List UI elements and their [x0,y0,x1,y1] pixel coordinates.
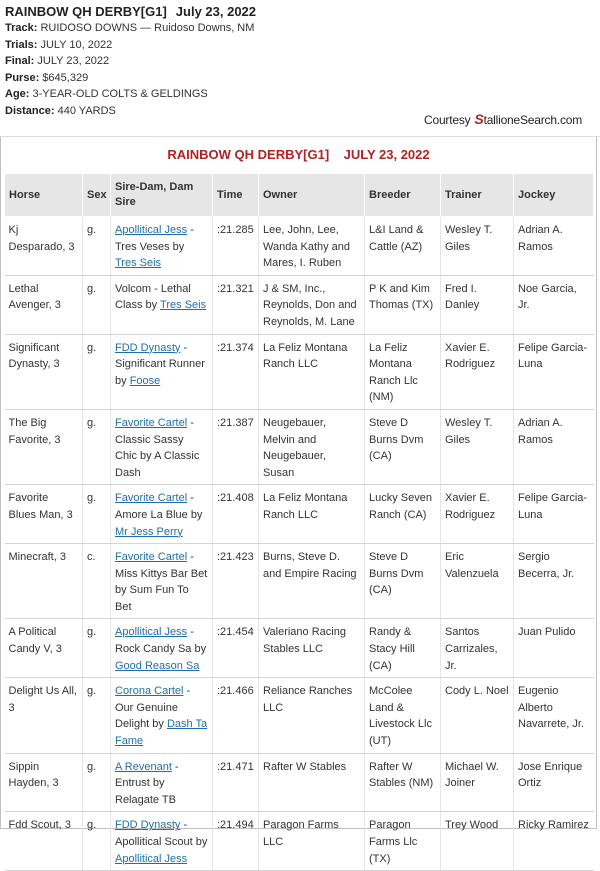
pedigree-text: - Miss Kittys Bar Bet by Sum Fun To Bet [115,551,208,613]
results-title: RAINBOW QH DERBY[G1] JULY 23, 2022 [167,147,430,162]
pedigree-text: Volcom - Lethal Class by [115,282,191,312]
jockey-cell: Jose Enrique Ortiz [514,753,594,812]
courtesy-label: Courtesy [424,113,471,127]
race-title [5,4,600,20]
breeder-cell: Steve D Burns Dvm (CA) [365,544,441,619]
owner-cell: Neugebauer, Melvin and Neugebauer, Susan [259,409,365,484]
info-label: Age: [5,88,30,101]
dam-sire-link[interactable]: Mr Jess Perry [115,525,183,538]
horse-cell: Sippin Hayden, 3 [5,753,83,812]
column-header[interactable]: Owner [259,174,365,217]
jockey-cell: Adrian A. Ramos [514,409,594,484]
info-value: $645,329 [42,71,89,84]
info-line [5,53,600,70]
column-header[interactable]: Trainer [441,174,514,217]
trainer-cell: Wesley T. Giles [441,217,514,276]
sex-cell: g. [83,619,111,678]
sex-cell: g. [83,217,111,276]
info-line [5,20,600,37]
pedigree-text: - Apollitical Scout by [115,819,208,848]
pedigree-text: - Classic Sassy Chic by A Classic Dash [115,416,200,479]
table-row [5,619,594,678]
breeder-cell: Rafter W Stables (NM) [365,753,441,812]
info-label: Distance: [5,104,55,117]
sex-cell: g. [83,753,111,812]
horse-cell: Fdd Scout, 3 [5,812,83,871]
time-cell: :21.423 [213,544,259,619]
pedigree-cell [111,544,213,619]
table-row [5,753,594,812]
time-cell: :21.408 [213,485,259,544]
table-header-row [5,174,594,217]
info-line [5,70,600,87]
owner-cell: Valeriano Racing Stables LLC [259,619,365,678]
pedigree-cell [111,619,213,678]
breeder-cell: Randy & Stacy Hill (CA) [365,619,441,678]
trainer-cell: Michael W. Joiner [441,753,514,812]
info-value: RUIDOSO DOWNS — Ruidoso Downs, NM [40,22,255,34]
column-header[interactable]: Jockey [514,174,594,217]
pedigree-cell [111,812,213,871]
jockey-cell: Felipe Garcia-Luna [514,334,594,409]
breeder-cell: La Feliz Montana Ranch Llc (NM) [365,334,441,409]
table-row [5,217,594,276]
trainer-cell: Xavier E. Rodriguez [441,334,514,409]
dam-sire-link[interactable]: Good Reason Sa [115,659,200,672]
sex-cell: g. [83,678,111,753]
jockey-cell: Felipe Garcia-Luna [514,485,594,544]
breeder-cell: Lucky Seven Ranch (CA) [365,485,441,544]
dam-sire-link[interactable]: Apollitical Jess [115,852,188,865]
info-line [5,86,600,103]
sire-link[interactable]: Favorite Cartel [115,416,188,429]
pedigree-cell [111,409,213,484]
owner-cell: La Feliz Montana Ranch LLC [259,334,365,409]
results-panel [0,137,597,865]
info-value: JULY 10, 2022 [40,38,113,51]
time-cell: :21.471 [213,753,259,812]
time-cell: :21.387 [213,409,259,484]
owner-cell: La Feliz Montana Ranch LLC [259,485,365,544]
pedigree-cell [111,678,213,753]
info-label: Trials: [5,38,38,51]
breeder-cell: McColee Land & Livestock Llc (UT) [365,678,441,753]
sire-link[interactable]: FDD Dynasty [115,341,181,354]
dam-sire-link[interactable]: Tres Seis [115,257,162,270]
horse-cell: Minecraft, 3 [5,544,83,619]
jockey-cell: Eugenio Alberto Navarrete, Jr. [514,678,594,753]
table-row [5,812,594,871]
breeder-cell: Steve D Burns Dvm (CA) [365,409,441,484]
pedigree-cell [111,753,213,812]
pedigree-cell [111,485,213,544]
column-header[interactable]: Horse [5,174,83,217]
breeder-cell: P K and Kim Thomas (TX) [365,275,441,334]
owner-cell: Paragon Farms LLC [259,812,365,871]
sire-link[interactable]: Apollitical Jess [115,626,188,639]
table-row [5,485,594,544]
time-cell: :21.466 [213,678,259,753]
horse-cell: The Big Favorite, 3 [5,409,83,484]
sire-link[interactable]: Corona Cartel [115,685,184,698]
info-label: Track: [5,22,38,34]
dam-sire-link[interactable]: Tres Seis [160,299,207,312]
race-info [5,20,600,120]
time-cell: :21.285 [213,217,259,276]
pedigree-text: - Significant Runner by [115,341,205,387]
owner-cell: J & SM, Inc., Reynolds, Don and Reynolds, M. Lane [259,275,365,334]
sire-link[interactable]: Apollitical Jess [115,224,188,236]
time-cell: :21.374 [213,334,259,409]
trainer-cell: Fred I. Danley [441,275,514,334]
trainer-cell: Santos Carrizales, Jr. [441,619,514,678]
table-row [5,334,594,409]
jockey-cell: Juan Pulido [514,619,594,678]
sex-cell: g. [83,334,111,409]
horse-cell: Favorite Blues Man, 3 [5,485,83,544]
column-header[interactable]: Sire-Dam, Dam Sire [111,174,213,217]
trainer-cell: Trey Wood [441,812,514,871]
trainer-cell: Eric Valenzuela [441,544,514,619]
column-header[interactable]: Time [213,174,259,217]
time-cell: :21.454 [213,619,259,678]
dam-sire-link[interactable]: Dash Ta Fame [115,718,208,748]
horse-cell: Significant Dynasty, 3 [5,334,83,409]
sire-link[interactable]: Favorite Cartel [115,551,188,564]
jockey-cell: Adrian A. Ramos [514,217,594,276]
owner-cell: Reliance Ranches LLC [259,678,365,753]
table-row [5,678,594,753]
jockey-cell: Ricky Ramirez [514,812,594,871]
sex-cell: g. [83,409,111,484]
owner-cell: Rafter W Stables [259,753,365,812]
pedigree-cell [111,275,213,334]
stallionesearch-logo-text[interactable]: tallioneSearch.com [483,113,583,127]
pedigree-cell [111,334,213,409]
time-cell: :21.494 [213,812,259,871]
trainer-cell: Cody L. Noel [441,678,514,753]
horse-cell: Delight Us All, 3 [5,678,83,753]
info-value: 440 YARDS [57,104,116,117]
sex-cell: g. [83,275,111,334]
courtesy-credit[interactable] [424,111,582,127]
info-label: Final: [5,55,35,68]
table-row [5,409,594,484]
pedigree-text: - Amore La Blue by [115,492,203,521]
breeder-cell: L&I Land & Cattle (AZ) [365,217,441,276]
horse-cell: Kj Desparado, 3 [5,217,83,276]
sire-link[interactable]: FDD Dynasty [115,819,181,832]
sire-link[interactable]: Favorite Cartel [115,492,188,505]
owner-cell: Burns, Steve D. and Empire Racing [259,544,365,619]
horse-cell: A Political Candy V, 3 [5,619,83,678]
sex-cell: g. [83,485,111,544]
race-date: July 23, 2022 [175,4,257,19]
stallionesearch-logo-icon[interactable]: S [474,111,484,127]
sex-cell: g. [83,812,111,871]
dam-sire-link[interactable]: Foose [129,374,161,387]
trainer-cell: Xavier E. Rodriguez [441,485,514,544]
sex-cell: c. [83,544,111,619]
pedigree-text: - Entrust by Relagate TB [115,760,179,806]
jockey-cell: Sergio Becerra, Jr. [514,544,594,619]
race-header [0,0,600,120]
pedigree-text: - Our Genuine Delight by [115,685,191,731]
trainer-cell: Wesley T. Giles [441,409,514,484]
table-row [5,544,594,619]
info-value: JULY 23, 2022 [37,55,110,68]
time-cell: :21.321 [213,275,259,334]
race-name: RAINBOW QH DERBY[G1] [5,4,167,19]
info-label: Purse: [5,71,40,84]
jockey-cell: Noe Garcia, Jr. [514,275,594,334]
pedigree-cell [111,217,213,276]
info-value: 3-YEAR-OLD COLTS & GELDINGS [32,88,208,101]
pedigree-text: - Tres Veses by [115,224,194,253]
column-header[interactable]: Breeder [365,174,441,217]
table-row [5,275,594,334]
horse-cell: Lethal Avenger, 3 [5,275,83,334]
breeder-cell: Paragon Farms Llc (TX) [365,812,441,871]
sire-link[interactable]: A Revenant [115,760,172,773]
column-header[interactable]: Sex [83,174,111,217]
owner-cell: Lee, John, Lee, Wanda Kathy and Mares, I. Ruben [259,217,365,276]
results-table [4,173,594,871]
info-line [5,37,600,54]
pedigree-text: - Rock Candy Sa by [115,626,207,656]
